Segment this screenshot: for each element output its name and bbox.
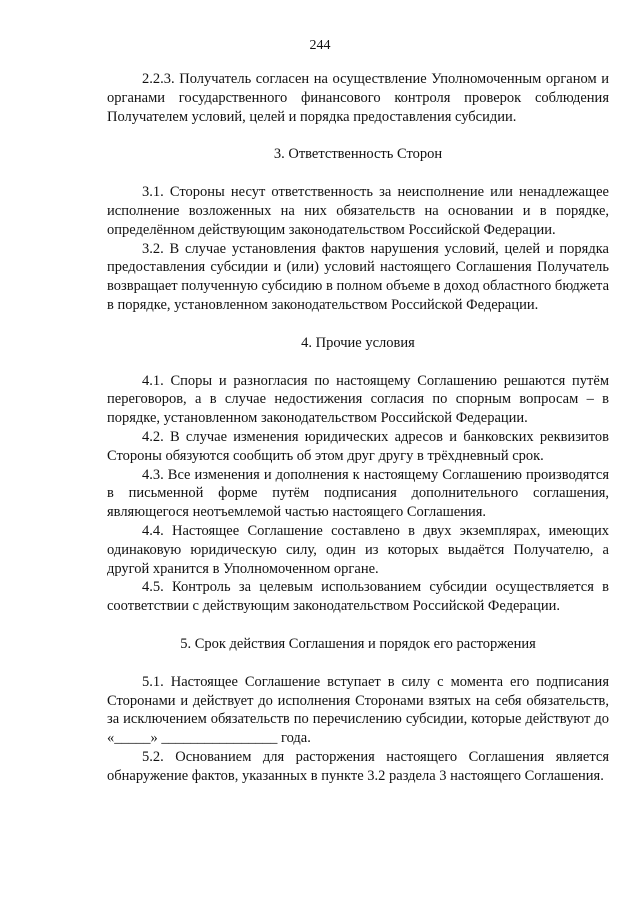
clause-5-1: 5.1. Настоящее Соглашение вступает в силу с момента его подписания Сторонами и действует до исполнения Сторонами взятых на себя обязательств, за исключением обязательств по перечислению субсидии, которые действуют до «_____» ________________ года. [107,673,609,747]
page-number: 244 [309,38,331,53]
section-3-heading: 3. Ответственность Сторон [273,146,443,163]
clause-3-1: 3.1. Стороны несут ответственность за неисполнение или ненадлежащее исполнение возложенных на них обязательств на основании и в порядке, определённом действующим законодательством Российской Федерации. [107,184,609,238]
clause-4-2: 4.2. В случае изменения юридических адресов и банковских реквизитов Стороны обязуются сообщить об этом друг другу в трёхдневный срок. [107,428,609,464]
clause-4-4: 4.4. Настоящее Соглашение составлено в двух экземплярах, имеющих одинаковую юридическую силу, один из которых выдаётся Получателю, а другой хранится в Уполномоченном органе. [107,522,609,577]
section-4-heading: 4. Прочие условия [301,334,415,351]
clause-3-2: 3.2. В случае установления фактов нарушения условий, целей и порядка предоставления субсидии и (или) условий настоящего Соглашения Получатель возвращает полученную субсидию в полном объеме в доход областного бюджета в порядке, установленном законодательством Российской Федерации. [107,240,609,313]
clause-4-1: 4.1. Споры и разногласия по настоящему Соглашению решаются путём переговоров, а в случае недостижения согласия по спорным вопросам – в порядке, установленном законодательством Российской Федерации. [107,372,609,427]
clause-4-3: 4.3. Все изменения и дополнения к настоящему Соглашению производятся в письменной форме путём подписания дополнительного соглашения, являющегося неотъемлемой частью настоящего Соглашения. [107,466,609,521]
section-5-heading: 5. Срок действия Соглашения и порядок его расторжения [180,635,536,652]
clause-5-2: 5.2. Основанием для расторжения настоящего Соглашения является обнаружение фактов, указанных в пункте 3.2 раздела 3 настоящего Соглашения. [107,748,609,784]
clause-2-2-3: 2.2.3. Получатель согласен на осуществление Уполномоченным органом и органами государственного финансового контроля проверок соблюдения Получателем условий, целей и порядка предоставления субсидии. [107,71,609,125]
clause-4-5: 4.5. Контроль за целевым использованием субсидии осуществляется в соответствии с действующим законодательством Российской Федерации. [107,579,609,615]
document-body [107,70,609,786]
